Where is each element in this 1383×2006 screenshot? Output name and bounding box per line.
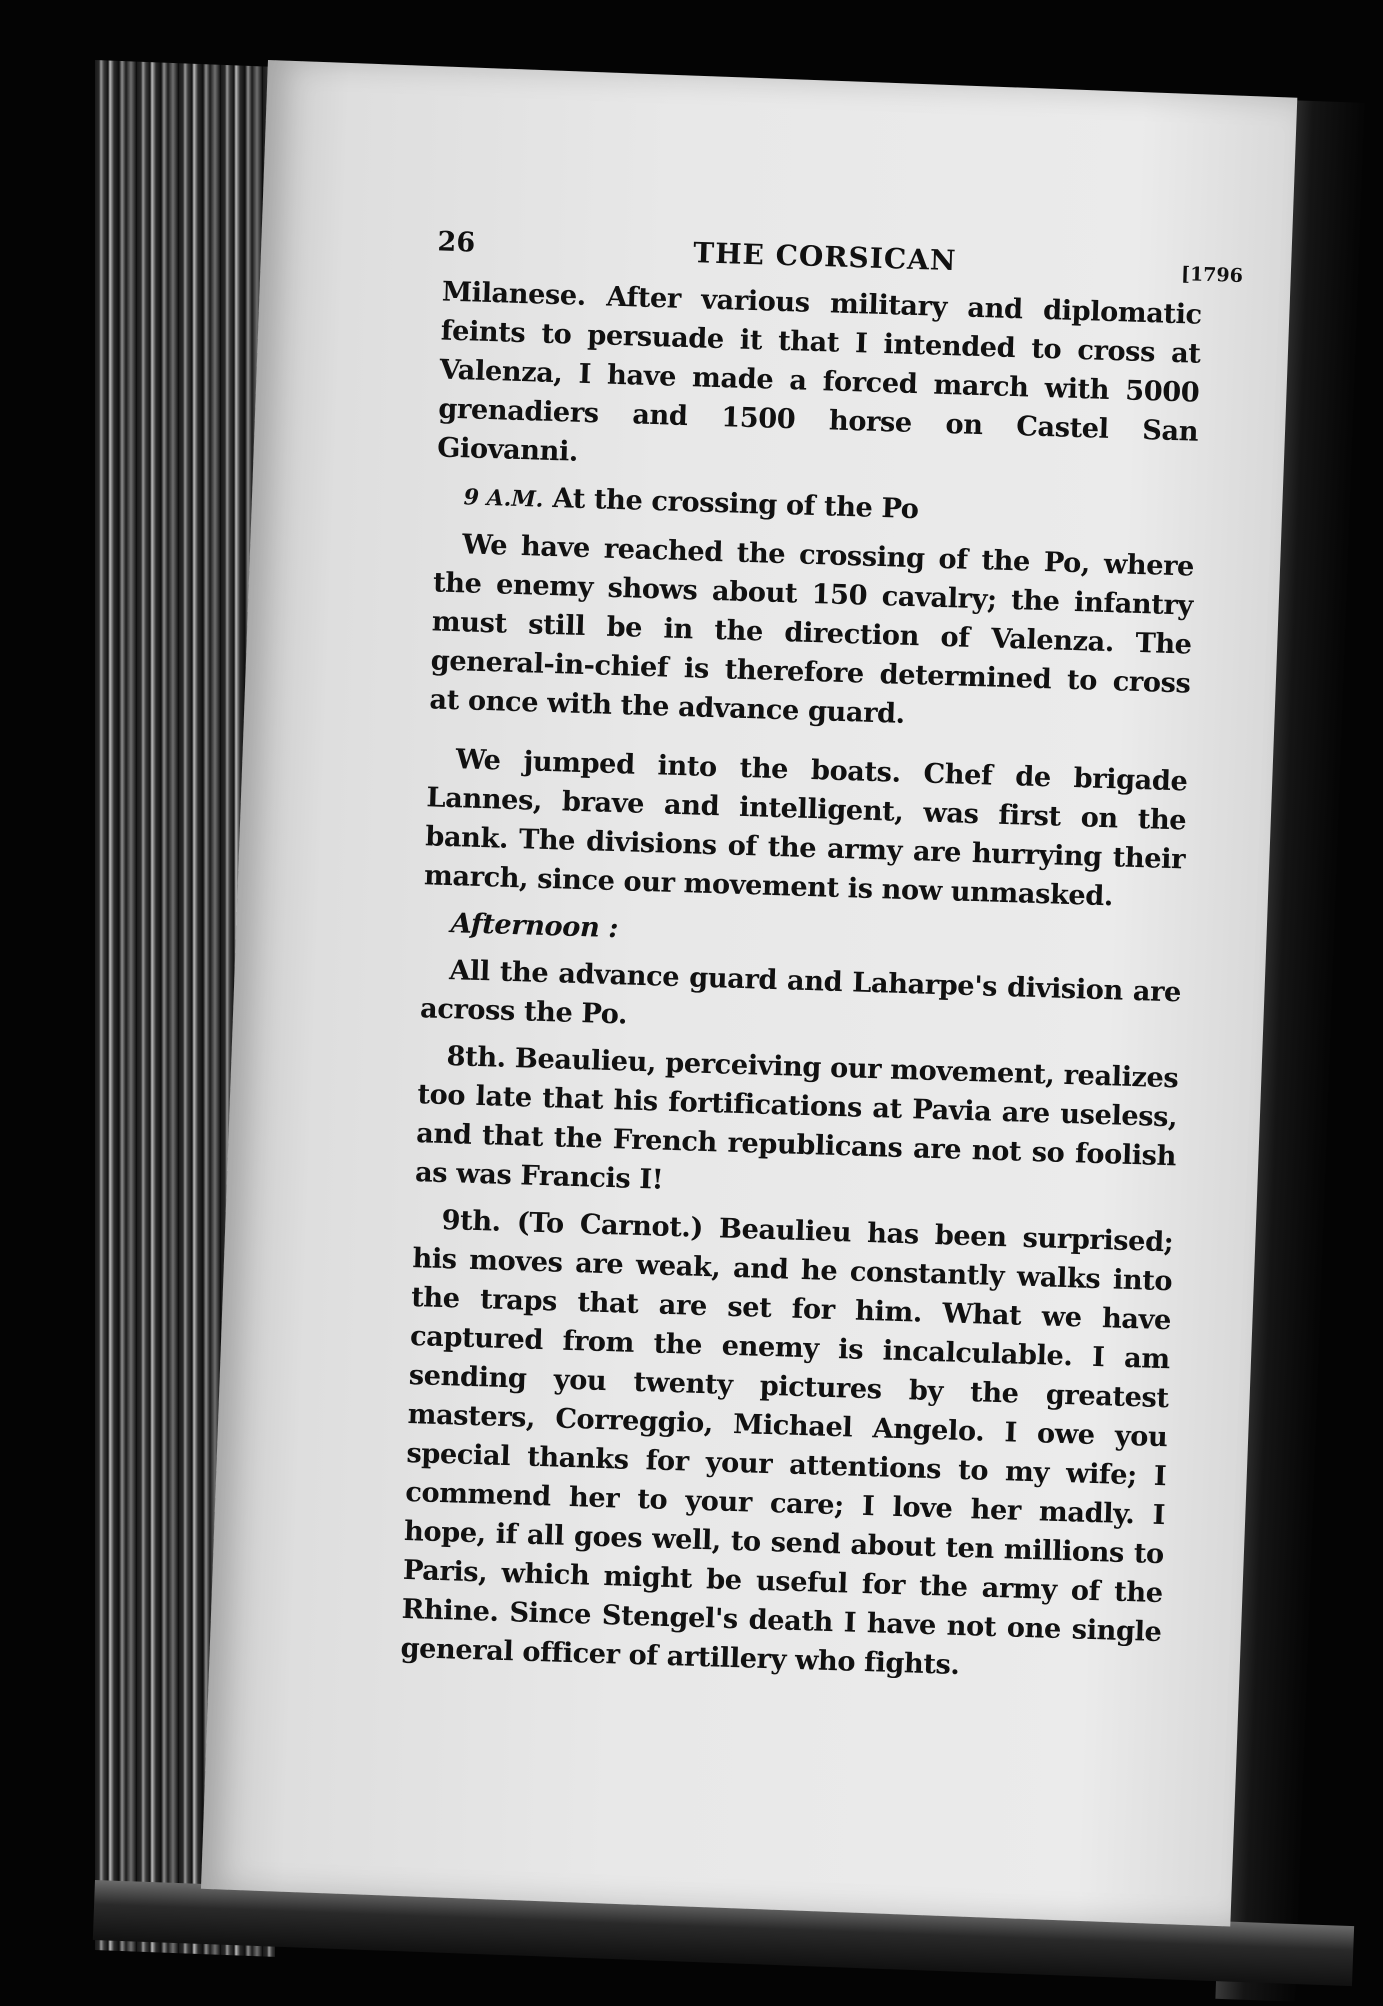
book-title: THE CORSICAN [692,236,957,278]
book-page [201,60,1297,1927]
paragraph-crossing: We have reached the crossing of the Po, where the enemy shows about 150 cavalry; the infantry must still be in the direction of Valenza. The general-in-chief is therefore determined to cross at once with the advance guard. [429,528,1195,730]
time-label: 9 A.M. [463,484,544,513]
time-heading-text: At the crossing of the Po [552,482,920,526]
afternoon-heading: Afternoon : [450,907,619,945]
body-text [400,273,1202,1692]
paragraph-8th: 8th. Beaulieu, perceiving our movement, realizes too late that his fortifications at Pavia are useless, and that the French republicans are not so foolish as was Francis I! [414,1040,1179,1196]
paragraph-advance-guard: All the advance guard and Laharpe's division are across the Po. [419,954,1182,1031]
page-content [400,226,1244,1692]
year-mark: [1796 [1180,263,1244,287]
page-number: 26 [437,226,476,259]
paragraph-continued: Milanese. After various military and diplomatic feints to persuade it that I intended to cross at Valenza, I have made a forced march with 5000 grenadiers and 1500 horse on Castel San Giovanni. [436,275,1203,468]
paragraph-9th: 9th. (To Carnot.) Beaulieu has been surprised; his moves are weak, and he constantly walks into the traps that are set for him. What we have captured from the enemy is incalculable. I am sending you twenty pictures by the greatest masters, Correggio, Michael Angelo. I owe you special thanks for your attentions to my wife; I commend her to your care; I love her madly. I hope, if all goes well, to send about ten millions to Paris, which might be useful for the army of the Rhine. Since Stengel's death I have not one single general officer of artillery who fights. [400,1203,1174,1681]
paragraph-boats: We jumped into the boats. Chef de brigade Lannes, brave and intelligent, was first on the bank. The divisions of the army are hurrying their march, since our movement is now unmasked. [423,743,1188,913]
